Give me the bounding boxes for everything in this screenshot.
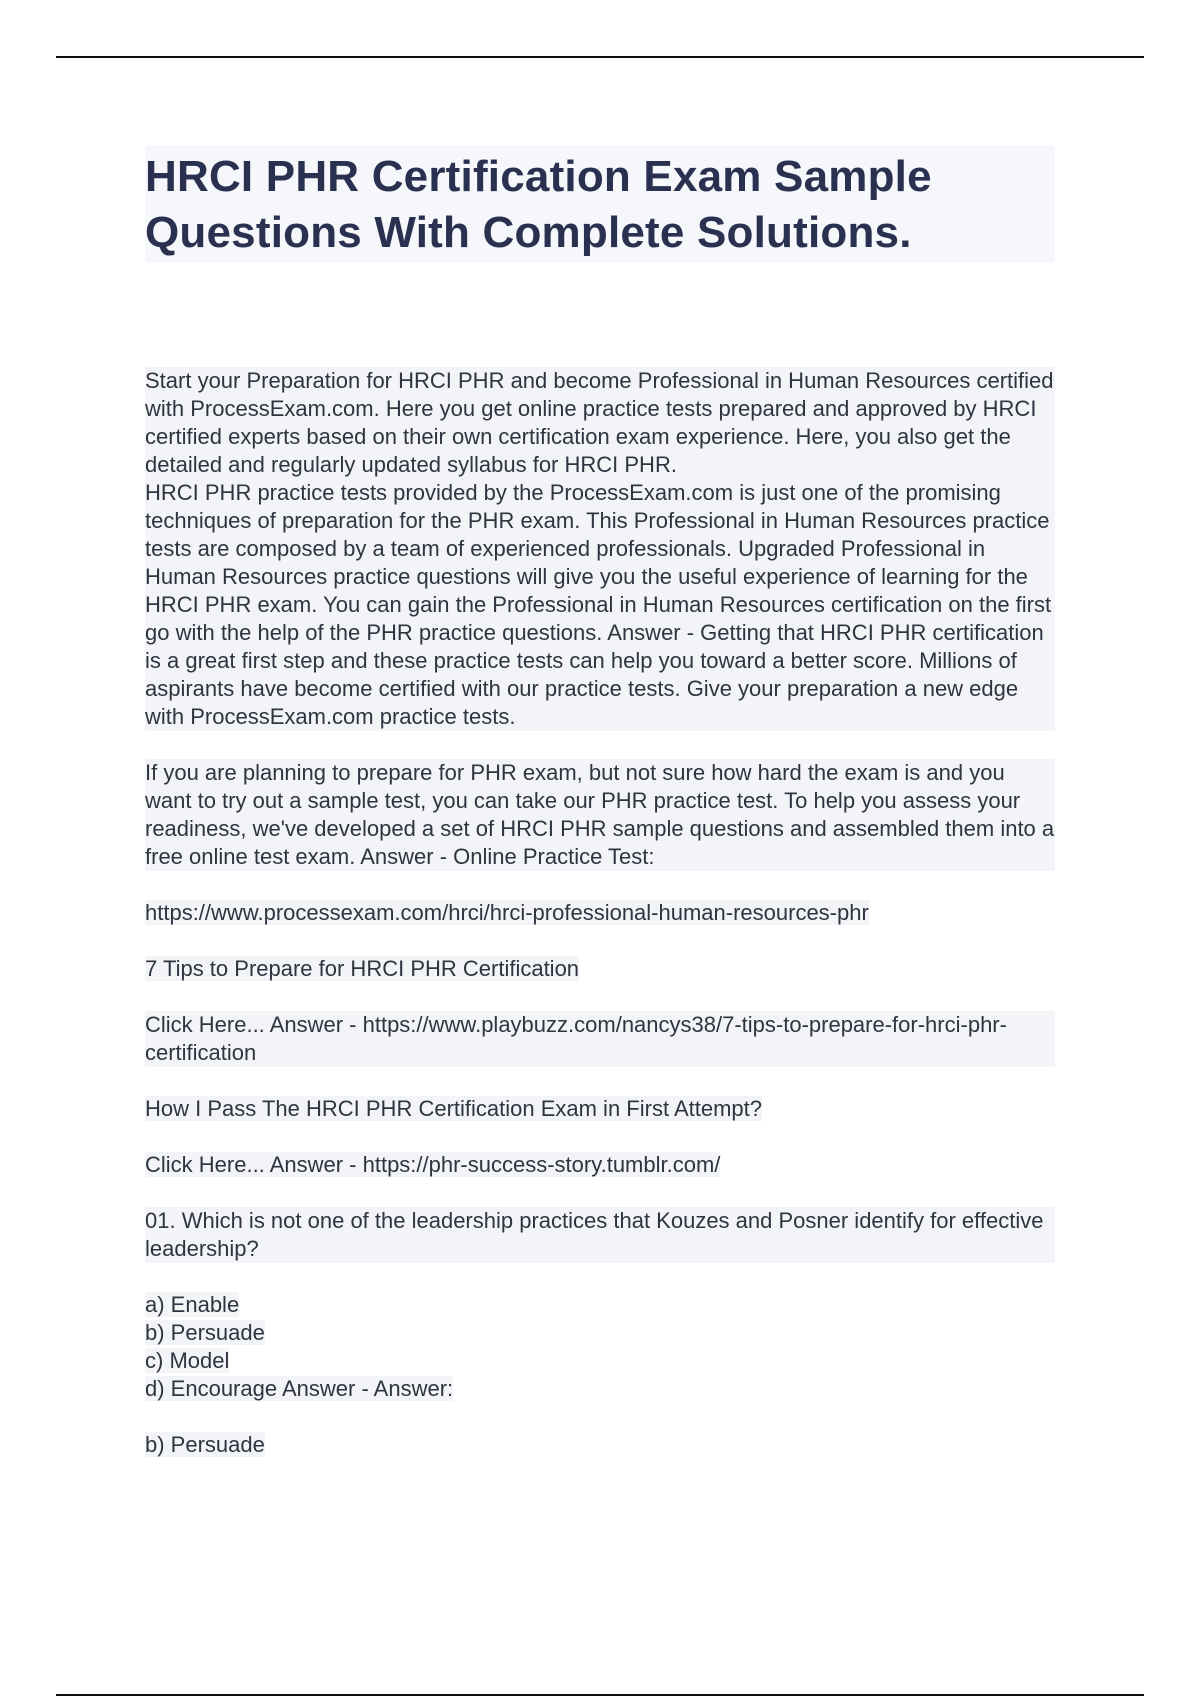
correct-answer: b) Persuade bbox=[145, 1432, 265, 1457]
pass-heading: How I Pass The HRCI PHR Certification Exam in First Attempt? bbox=[145, 1096, 762, 1121]
document-body bbox=[145, 367, 1055, 1459]
option-a: a) Enable bbox=[145, 1292, 240, 1317]
title-line-2: Questions With Complete Solutions. bbox=[145, 208, 912, 257]
tips-link: Click Here... Answer - https://www.playbuzz.com/nancys38/7-tips-to-prepare-for-hrci-phr-certification bbox=[145, 1011, 1055, 1067]
option-c: c) Model bbox=[145, 1348, 230, 1373]
practice-test-url: https://www.processexam.com/hrci/hrci-professional-human-resources-phr bbox=[145, 900, 869, 925]
planning-paragraph: If you are planning to prepare for PHR exam, but not sure how hard the exam is and you want to try out a sample test, you can take our PHR practice test. To help you assess your readiness, we've developed a set of HRCI PHR sample questions and assembled them into a free online test exam. Answer - Online Practice Test: bbox=[145, 760, 1055, 869]
page-title bbox=[145, 149, 1055, 261]
title-line-1: HRCI PHR Certification Exam Sample bbox=[145, 152, 932, 201]
option-d: d) Encourage Answer - Answer: bbox=[145, 1376, 454, 1401]
intro-paragraph-2: HRCI PHR practice tests provided by the ProcessExam.com is just one of the promising techniques of preparation for the PHR exam. This Professional in Human Resources practice tests are composed by a team of experienced professionals. Upgraded Professional in Human Resources practice questions will give you the useful experience of learning for the HRCI PHR exam. You can gain the Professional in Human Resources certification on the first go with the help of the PHR practice questions. Answer - Getting that HRCI PHR certification is a great first step and these practice tests can help you toward a better score. Millions of aspirants have become certified with our practice tests. Give your preparation a new edge with ProcessExam.com practice tests. bbox=[145, 479, 1055, 731]
question-text: 01. Which is not one of the leadership practices that Kouzes and Posner identify for effective leadership? bbox=[145, 1207, 1055, 1263]
pass-link: Click Here... Answer - https://phr-success-story.tumblr.com/ bbox=[145, 1152, 721, 1177]
intro-paragraph-1: Start your Preparation for HRCI PHR and become Professional in Human Resources certified with ProcessExam.com. Here you get online practice tests prepared and approved by HRCI certified experts based on their own certification exam experience. Here, you also get the detailed and regularly updated syllabus for HRCI PHR. bbox=[145, 368, 1054, 477]
top-rule bbox=[56, 56, 1144, 58]
title-block bbox=[145, 145, 1055, 263]
answer-options bbox=[145, 1291, 1055, 1403]
bottom-rule bbox=[56, 1694, 1144, 1696]
tips-heading: 7 Tips to Prepare for HRCI PHR Certification bbox=[145, 956, 580, 981]
option-b: b) Persuade bbox=[145, 1320, 265, 1345]
